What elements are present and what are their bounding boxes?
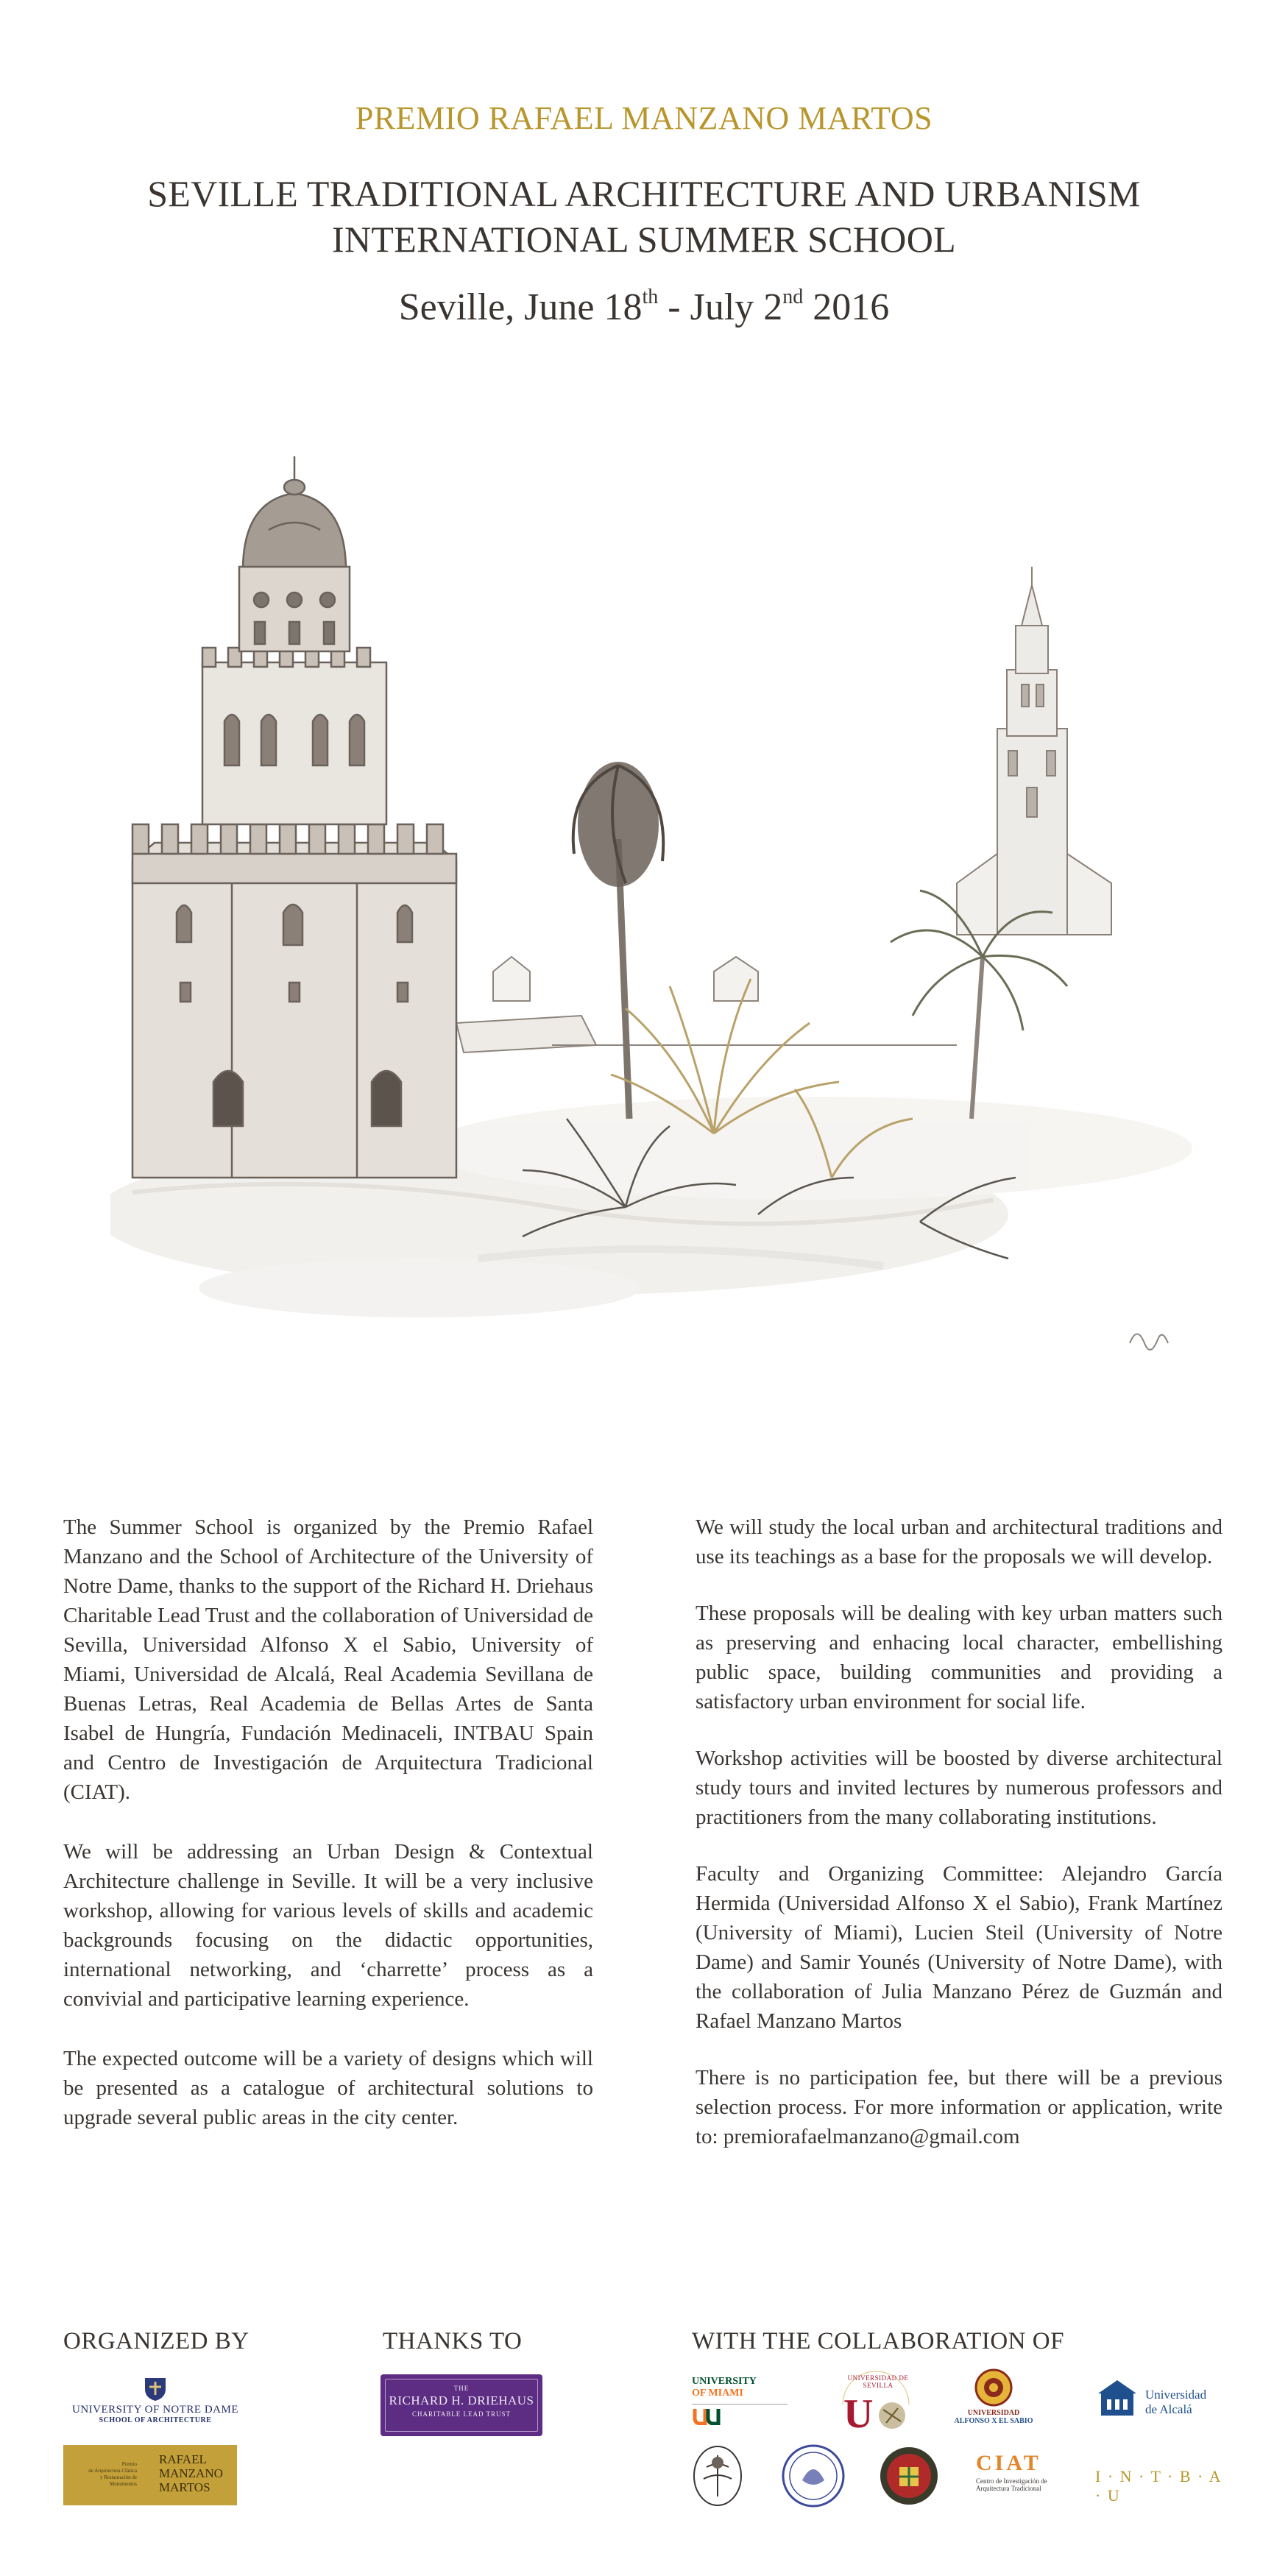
torre-del-oro-illustration	[110, 442, 1236, 1398]
sevilla-arc-text: UNIVERSIDAD DE SEVILLA	[847, 2374, 909, 2389]
paragraph-workshop: Workshop activities will be boosted by diverse architectural study tours and invited lectures by numerous professors and practitioners from the many collaborating institutions.	[696, 1747, 1222, 1829]
torre-del-oro	[132, 456, 456, 1178]
paragraph-organization: The Summer School is organized by the Premio Rafael Manzano and the School of Architecture of the University of Notre Dame, thanks to the support of the Richard H. Driehaus Charitable Lead Trust and the collaboration of Universidad de Sevilla, Universidad Alfonso X el Sabio, University of Miami, Universidad de Alcalá, Real Academia Sevillana de Buenas Letras, Real Academia de Bellas Artes de Santa Isabel de Hungría, Fundación Medinaceli, INTBAU Spain and Centro de Investigación de Arquitectura Tradicional (CIAT).	[63, 1515, 593, 1804]
ciat-logo	[976, 2452, 1086, 2497]
body-column-right	[696, 1512, 1222, 2151]
palm-tree-center	[573, 762, 664, 1119]
miami-divider	[692, 2404, 788, 2405]
alcala-building-icon	[1095, 2377, 1139, 2421]
driehaus-trust-logo	[381, 2374, 542, 2436]
ciat-mark: CIAT	[976, 2451, 1041, 2475]
driehaus-sub: CHARITABLE LEAD TRUST	[411, 2410, 512, 2418]
ciat-line1: Centro de Investigación de	[976, 2477, 1047, 2485]
universidad-de-sevilla-logo	[824, 2364, 927, 2438]
notre-dame-school: SCHOOL OF ARCHITECTURE	[99, 2416, 212, 2424]
premio-small-line2: de Arquitectura Clásica	[88, 2468, 137, 2474]
alfonso-x-seal-icon	[974, 2368, 1013, 2407]
school-title	[0, 171, 1288, 262]
dates-suffix: 2016	[803, 286, 890, 328]
giralda-tower	[957, 567, 1111, 935]
collaboration-heading: WITH THE COLLABORATION OF	[692, 2328, 1064, 2354]
driehaus-frame	[385, 2379, 538, 2432]
real-academia-buenas-letras-seal-icon	[692, 2445, 743, 2507]
intbau-logo: I · N · T · B · A · U	[1095, 2467, 1222, 2505]
signature-icon	[1130, 1334, 1168, 1350]
premio-rafael-manzano-logo	[63, 2445, 237, 2505]
notre-dame-shield-icon	[143, 2376, 168, 2402]
premio-name-line2: MANZANO	[159, 2466, 223, 2480]
premio-name	[159, 2452, 223, 2494]
driehaus-the: THE	[453, 2385, 470, 2392]
premio-small-line3: y Restauración de Monumentos	[99, 2474, 137, 2487]
paragraph-traditions: We will study the local urban and architectural traditions and use its teachings as a base for the proposals we will develop.	[696, 1515, 1222, 1568]
paragraph-faculty: Faculty and Organizing Committee: Alejandro García Hermida (Universidad Alfonso X el Sabio), Frank Martínez (University of Miami), Lucien Steil (University of Notre Dame) and Samir Younés (University of Notre Dame), with the collaboration of Julia Manzano Pérez de Guzmán and Rafael Manzano Martos	[696, 1862, 1222, 2033]
alfonso-line1: UNIVERSIDAD	[967, 2409, 1020, 2417]
background-houses	[456, 957, 957, 1052]
prize-title: PREMIO RAFAEL MANZANO MARTOS	[355, 100, 933, 136]
premio-small-line1: Premio	[121, 2461, 137, 2467]
paragraph-participation: There is no participation fee, but there will be a previous selection process. For more information or application, write to: premiorafaelmanzano@gmail.com	[696, 2066, 1222, 2148]
universidad-alfonso-x-logo	[942, 2368, 1045, 2436]
school-title-line2: INTERNATIONAL SUMMER SCHOOL	[332, 219, 956, 260]
dates-sup-th: th	[642, 286, 659, 308]
sevilla-u-mark: U	[843, 2391, 874, 2437]
university-of-miami-logo	[692, 2376, 795, 2427]
premio-name-line3: MARTOS	[159, 2480, 210, 2494]
dates-prefix: Seville, June 18	[398, 286, 643, 328]
ciat-line2: Arquitectura Tradicional	[976, 2485, 1041, 2492]
notre-dame-name: UNIVERSITY OF NOTRE DAME	[71, 2404, 239, 2416]
miami-line1: UNIVERSITY	[692, 2376, 757, 2387]
paragraph-outcome: The expected outcome will be a variety of designs which will be presented as a catalogue of architectural solutions to upgrade several public areas in the city center.	[63, 2047, 593, 2129]
event-dates	[0, 286, 1288, 329]
dates-middle: - July 2	[658, 286, 783, 328]
notre-dame-logo	[63, 2376, 247, 2427]
thanks-to-heading: THANKS TO	[383, 2328, 523, 2354]
premio-small-text	[85, 2461, 137, 2488]
body-column-left	[63, 1512, 593, 2132]
dates-sup-nd: nd	[782, 286, 804, 308]
paragraph-challenge: We will be addressing an Urban Design & Contextual Architecture challenge in Seville. It will be a very inclusive workshop, allowing for various levels of skills and academic backgrounds focusing on the didactic opportunities, international networking, and ‘charrette’ process as a convivial and participative learning experience.	[63, 1840, 593, 2011]
organized-by-heading: ORGANIZED BY	[63, 2328, 250, 2354]
fundacion-medinaceli-seal-icon	[877, 2445, 941, 2507]
universidad-de-alcala-logo	[1095, 2377, 1228, 2421]
driehaus-name: RICHARD H. DRIEHAUS	[389, 2393, 534, 2407]
school-title-line1: SEVILLE TRADITIONAL ARCHITECTURE AND URBANISM	[147, 173, 1141, 214]
alcala-line1: Universidad	[1145, 2388, 1207, 2402]
miami-line2: OF MIAMI	[692, 2388, 743, 2399]
real-academia-bellas-artes-seal-icon	[780, 2444, 846, 2508]
alcala-line2: de Alcalá	[1145, 2402, 1192, 2416]
miami-u-icon	[692, 2407, 721, 2425]
paragraph-proposals: These proposals will be dealing with key urban matters such as preserving and enhacing local character, embellishing public space, building communities and providing a satisfactory urban environment for social life.	[696, 1602, 1222, 1713]
alfonso-line2: ALFONSO X EL SABIO	[954, 2417, 1033, 2425]
premio-name-line1: RAFAEL	[159, 2452, 207, 2466]
